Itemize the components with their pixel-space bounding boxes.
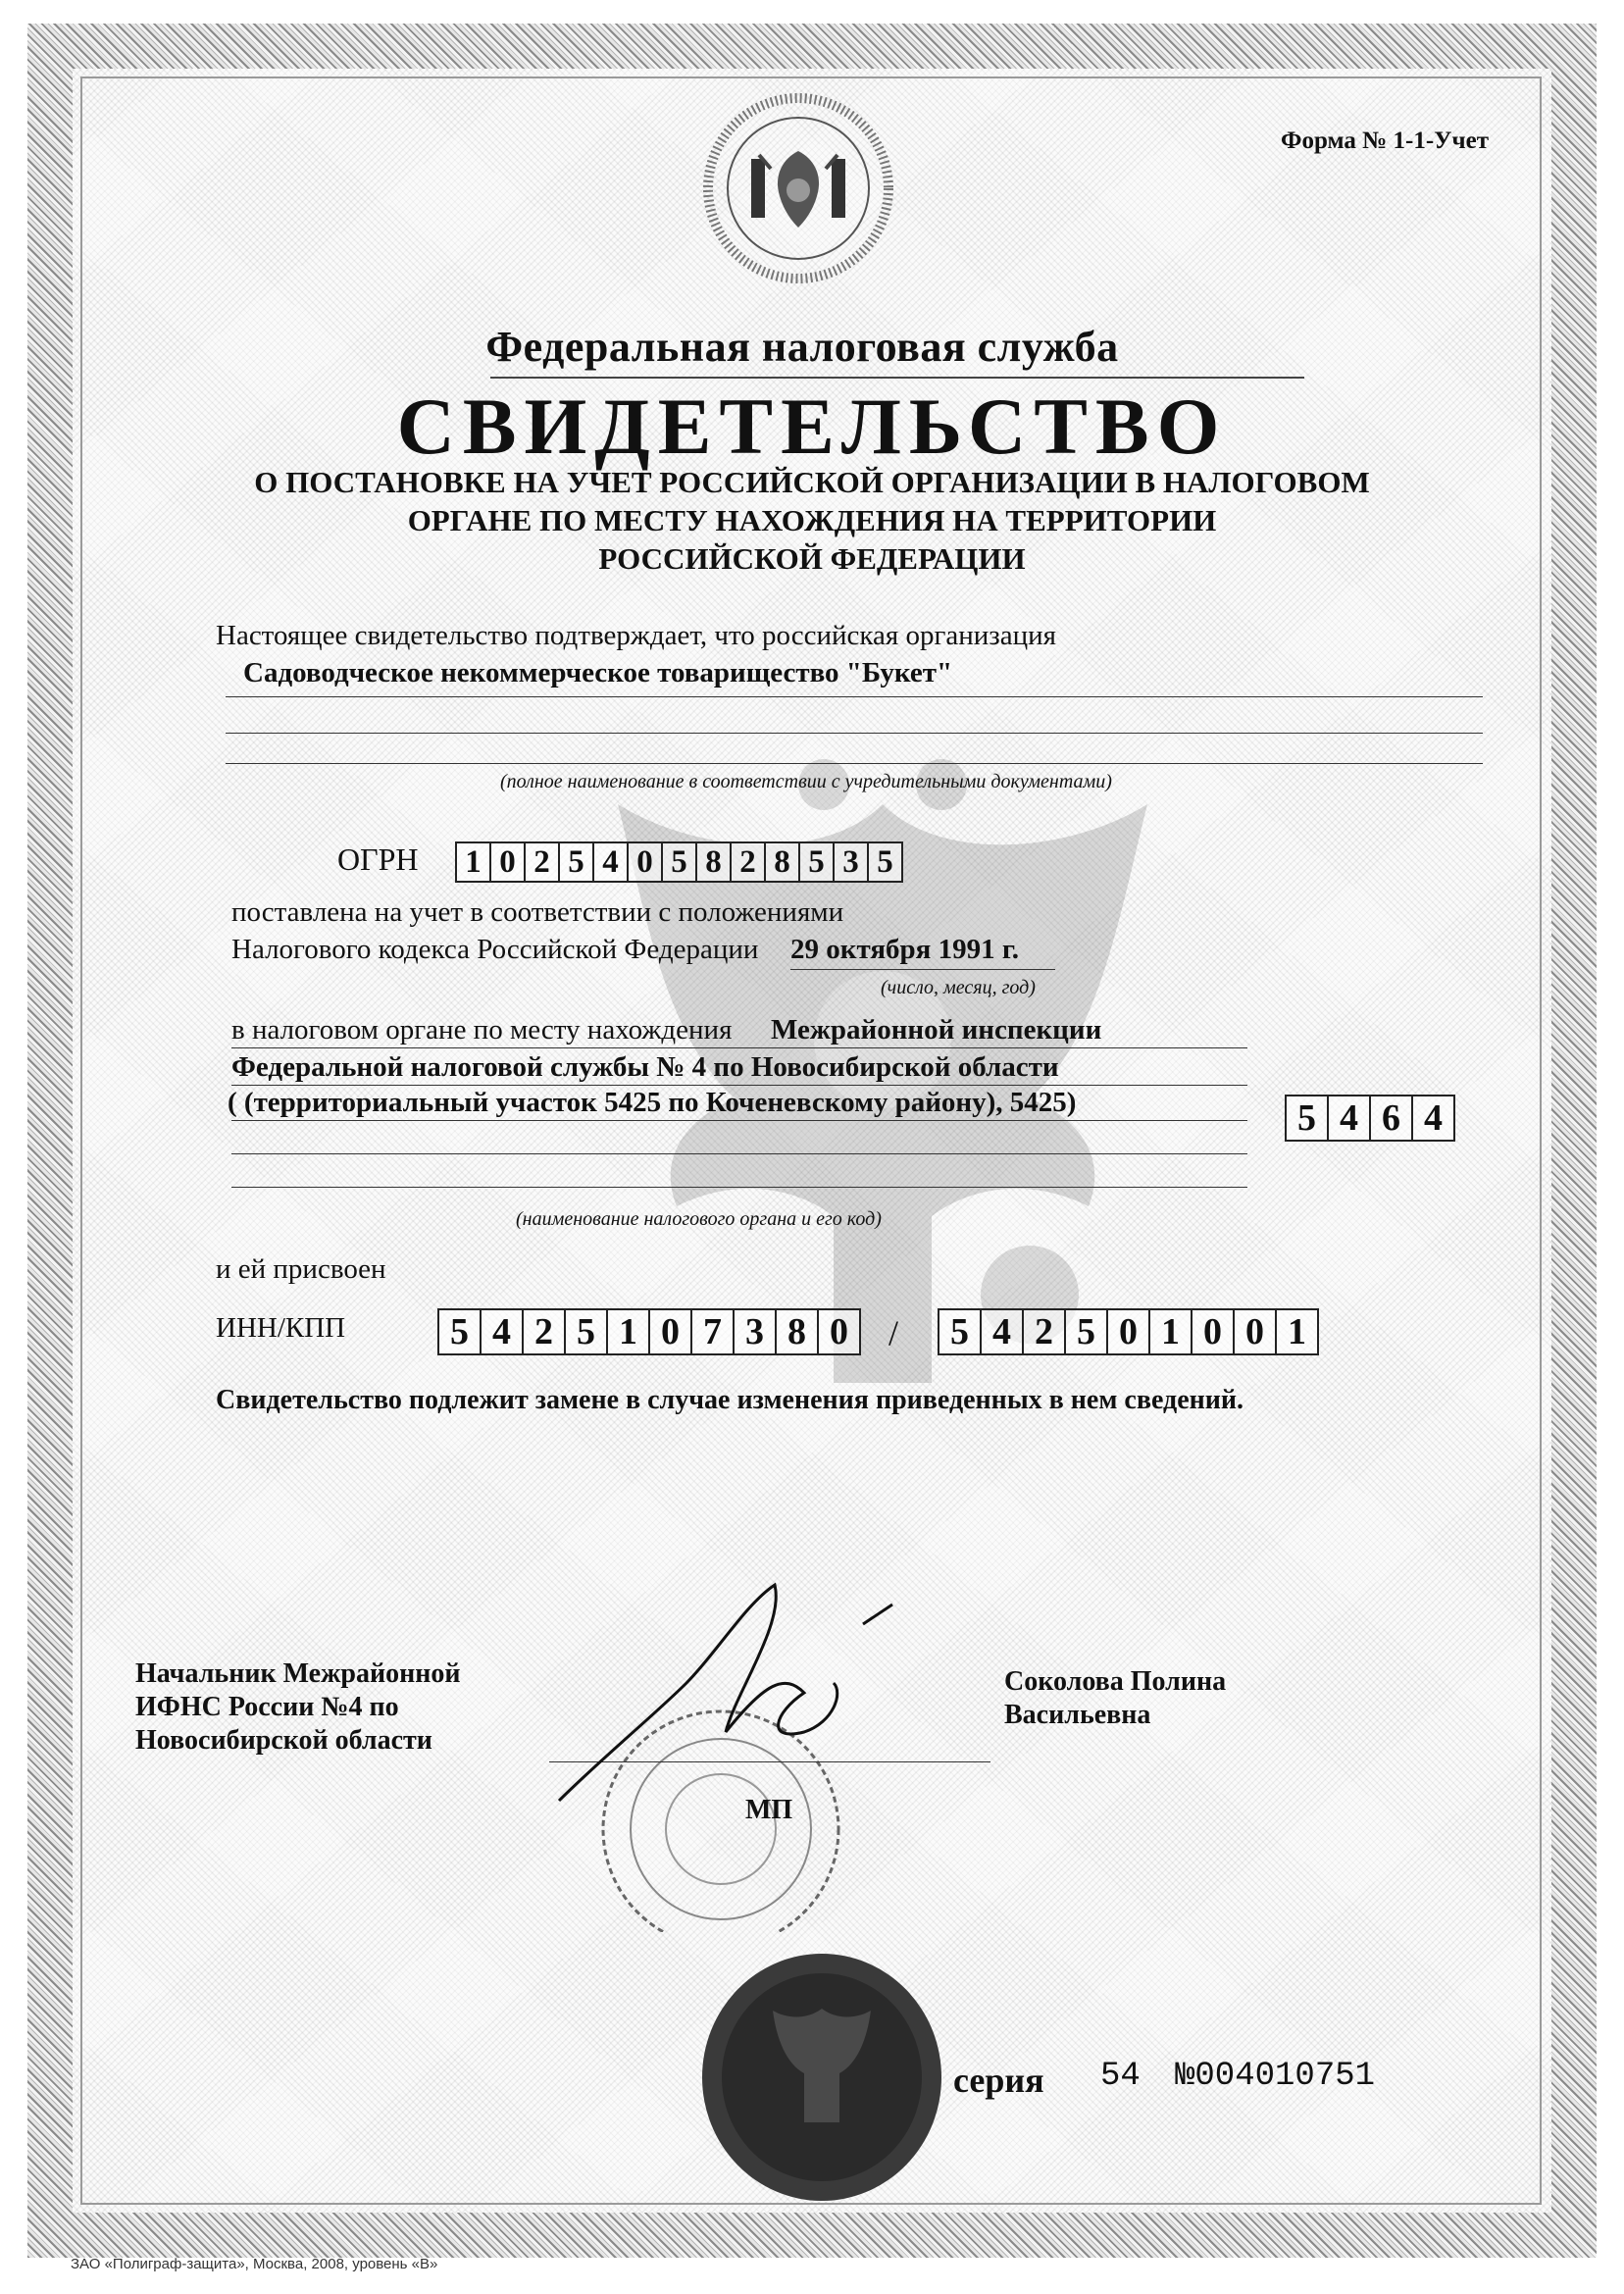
subtitle-line: О ПОСТАНОВКЕ НА УЧЕТ РОССИЙСКОЙ ОРГАНИЗАЦИИ В НАЛОГОВОМ: [254, 465, 1370, 499]
authority-code-digit: 4: [1411, 1095, 1455, 1142]
ogrn-digit: 1: [455, 841, 491, 883]
date-caption: (число, месяц, год): [881, 977, 1036, 998]
ogrn-digit: 2: [730, 841, 766, 883]
inn-digit: 5: [437, 1308, 482, 1355]
ogrn-digit: 2: [524, 841, 560, 883]
authority-code-digit: 5: [1285, 1095, 1329, 1142]
replacement-notice: Свидетельство подлежит замене в случае изменения приведенных в нем сведений.: [216, 1385, 1244, 1415]
signature-icon: [539, 1565, 951, 1830]
signatory-title-line: Начальник Межрайонной: [135, 1658, 461, 1689]
ogrn-digit: 0: [627, 841, 663, 883]
signatory-title: [135, 1657, 461, 1758]
ogrn-digit: 5: [558, 841, 594, 883]
authority-prefix: в налоговом органе по месту нахождения: [231, 1014, 733, 1045]
authority-line-2: Федеральной налоговой службы № 4 по Новосибирской области: [231, 1051, 1059, 1083]
signatory-name-line: Васильевна: [1004, 1700, 1151, 1730]
agency-name: Федеральная налоговая служба: [485, 323, 1119, 371]
kpp-digit: 5: [1064, 1308, 1108, 1355]
authority-underline-1: [231, 1047, 1247, 1048]
authority-underline-5: [231, 1187, 1247, 1188]
kpp-digit: 0: [1233, 1308, 1277, 1355]
ogrn-digit: 8: [695, 841, 732, 883]
emblem-icon: [700, 90, 896, 286]
org-line-1: [226, 696, 1483, 697]
serial-number: №004010751: [1175, 2058, 1376, 2095]
kpp-digit: 0: [1191, 1308, 1235, 1355]
ogrn-digit: 3: [833, 841, 869, 883]
agency-title: [0, 322, 1624, 372]
kpp-digit: 5: [938, 1308, 982, 1355]
kpp-digit: 2: [1022, 1308, 1066, 1355]
document-title: СВИДЕТЕЛЬСТВО: [396, 382, 1228, 471]
registration-date: 29 октября 1991 г.: [790, 934, 1019, 965]
kpp-boxes: [939, 1308, 1319, 1355]
hologram-seal-icon: [698, 1950, 945, 2205]
authority-underline-2: [231, 1085, 1247, 1086]
kpp-digit: 1: [1275, 1308, 1319, 1355]
signatory-title-line: Новосибирской области: [135, 1725, 432, 1756]
ogrn-digit: 4: [592, 841, 629, 883]
inn-digit: 1: [606, 1308, 650, 1355]
series-value: 54: [1100, 2058, 1141, 2095]
inn-digit: 0: [817, 1308, 861, 1355]
signatory-name-line: Соколова Полина: [1004, 1666, 1227, 1697]
ogrn-digit: 0: [489, 841, 526, 883]
ogrn-digit: 8: [764, 841, 800, 883]
inn-digit: 5: [564, 1308, 608, 1355]
authority-line-1: Межрайонной инспекции: [771, 1014, 1102, 1045]
inn-digit: 8: [775, 1308, 819, 1355]
inn-kpp-label: ИНН/КПП: [216, 1312, 346, 1344]
inn-digit: 4: [480, 1308, 524, 1355]
subtitle-line: РОССИЙСКОЙ ФЕДЕРАЦИИ: [598, 541, 1026, 576]
ogrn-label: ОГРН: [337, 841, 419, 877]
authority-code-boxes: [1287, 1095, 1455, 1142]
kpp-digit: 0: [1106, 1308, 1150, 1355]
org-line-3: [226, 763, 1483, 764]
authority-line-3: ( (территориальный участок 5425 по Коченевскому району), 5425): [228, 1087, 1077, 1118]
inn-digit: 7: [690, 1308, 735, 1355]
kpp-digit: 1: [1148, 1308, 1193, 1355]
inn-digit: 0: [648, 1308, 692, 1355]
ogrn-digit: 5: [661, 841, 697, 883]
inn-boxes: [439, 1308, 861, 1355]
mp-label: МП: [745, 1795, 793, 1825]
ogrn-digit: 5: [798, 841, 835, 883]
ogrn-boxes: [457, 841, 903, 883]
registered-line-2: Налогового кодекса Российской Федерации: [231, 934, 759, 965]
series-label: серия: [953, 2061, 1044, 2100]
printer-imprint: ЗАО «Полиграф-защита», Москва, 2008, уровень «В»: [71, 2256, 438, 2272]
kpp-digit: 4: [980, 1308, 1024, 1355]
agency-underline: [490, 377, 1304, 379]
document-subtitle: [0, 463, 1624, 578]
authority-code-digit: 6: [1369, 1095, 1413, 1142]
inn-digit: 3: [733, 1308, 777, 1355]
signatory-name: [1004, 1665, 1226, 1732]
authority-code-digit: 4: [1327, 1095, 1371, 1142]
inn-digit: 2: [522, 1308, 566, 1355]
org-caption: (полное наименование в соответствии с учредительными документами): [500, 771, 1112, 792]
date-underline: [790, 969, 1055, 970]
inn-kpp-separator: /: [888, 1313, 899, 1352]
form-number: Форма № 1-1-Учет: [1281, 127, 1489, 154]
authority-underline-3: [231, 1120, 1247, 1121]
org-line-2: [226, 733, 1483, 734]
organization-name: Садоводческое некоммерческое товарищество "Букет": [243, 657, 953, 688]
ogrn-digit: 5: [867, 841, 903, 883]
subtitle-line: ОРГАНЕ ПО МЕСТУ НАХОЖДЕНИЯ НА ТЕРРИТОРИИ: [407, 503, 1217, 537]
intro-text: Настоящее свидетельство подтверждает, что российская организация: [216, 620, 1056, 651]
registered-line-1: поставлена на учет в соответствии с положениями: [231, 896, 844, 928]
assigned-label: и ей присвоен: [216, 1253, 386, 1285]
authority-underline-4: [231, 1153, 1247, 1154]
signatory-title-line: ИФНС России №4 по: [135, 1692, 399, 1722]
authority-caption: (наименование налогового органа и его код): [516, 1208, 882, 1230]
